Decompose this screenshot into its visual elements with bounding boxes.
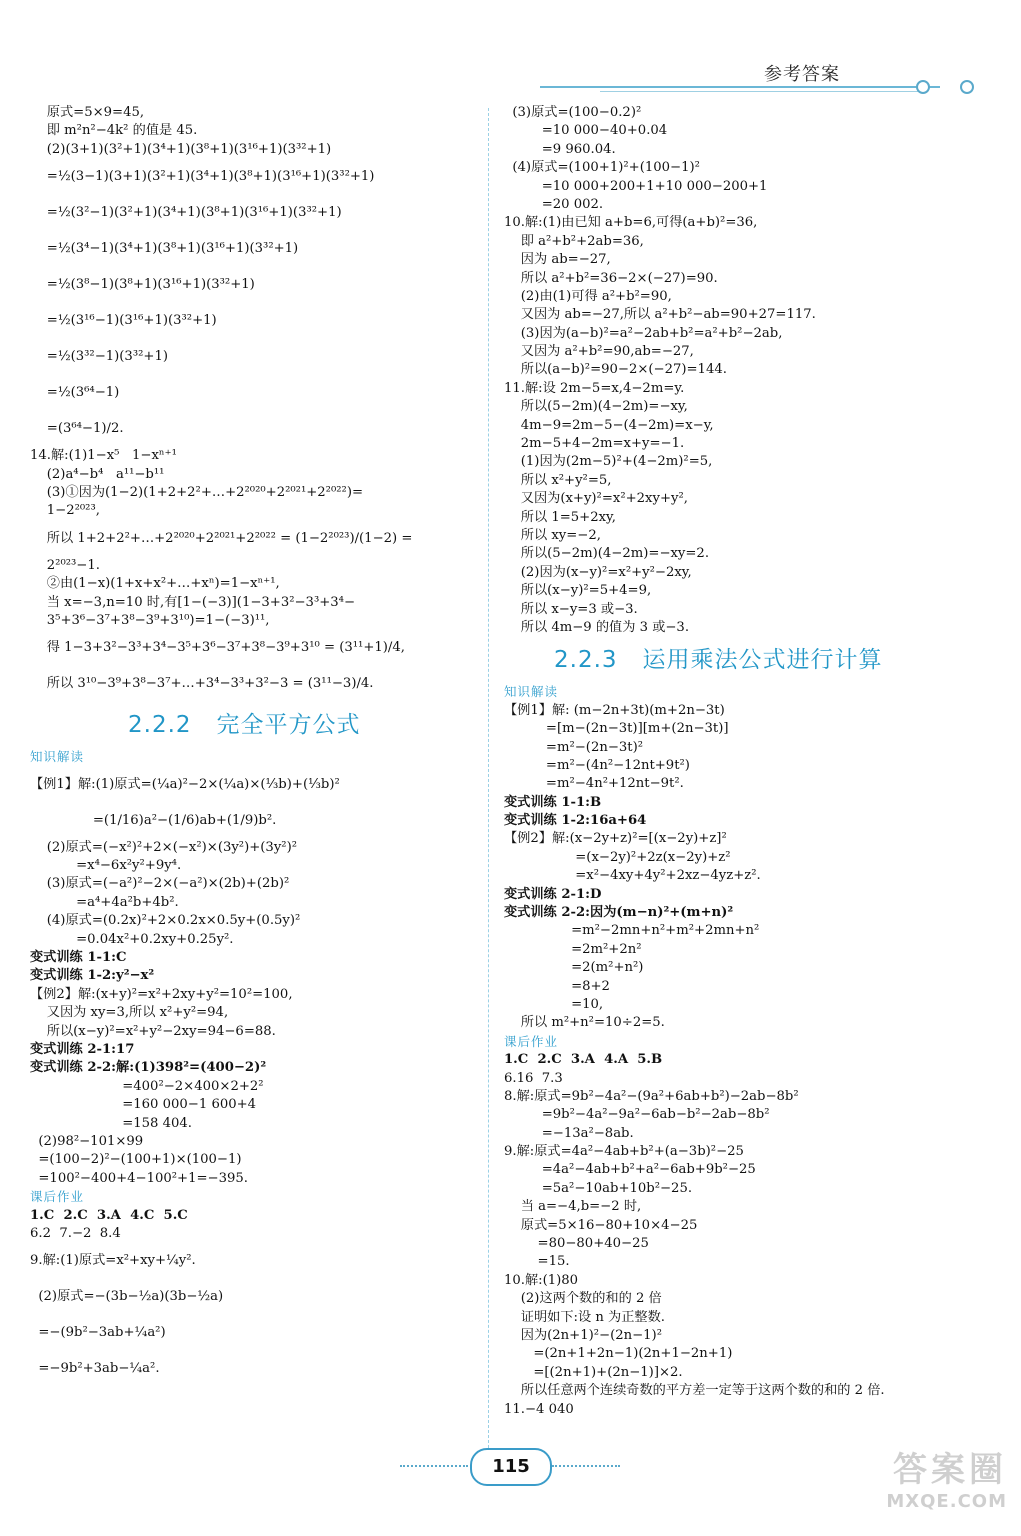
text-line: 2²⁰²³−1.	[30, 557, 100, 573]
text-line: (2)98²−101×99	[30, 1133, 144, 1149]
text-line: =15.	[504, 1254, 570, 1270]
text-line: 因为(2n+1)²−(2n−1)²	[504, 1328, 662, 1343]
text-line: 又因为 xy=3,所以 x²+y²=94,	[30, 1005, 229, 1021]
section-tag: 课后作业	[504, 1033, 559, 1049]
text-line: (3)原式=(100−0.2)²	[504, 105, 642, 120]
page-header	[540, 52, 980, 102]
text-line: =10 000−40+0.04	[504, 123, 668, 139]
text-line: 证明如下:设 n 为正整数.	[504, 1309, 665, 1325]
text-line: 所以 x²+y²=5,	[504, 472, 612, 488]
text-line: (4)原式=(0.2x)²+2×0.2x×0.5y+(0.5y)²	[30, 913, 301, 929]
text-line: =−9b²+3ab−¼a².	[30, 1361, 160, 1377]
text-line: =(100−2)²−(100+1)×(100−1)	[30, 1152, 242, 1168]
text-line: =−(9b²−3ab+¼a²)	[30, 1325, 166, 1341]
text-line: 变式训练 2-2:解:(1)398²=(400−2)²	[30, 1060, 267, 1076]
page-footer	[400, 1448, 620, 1484]
text-line: =½(3¹⁶−1)(3¹⁶+1)(3³²+1)	[30, 313, 217, 329]
text-line: =100²−400+4−100²+1=−395.	[30, 1170, 248, 1186]
text-line: 原式=5×16−80+10×4−25	[504, 1217, 698, 1233]
text-line: 4m−9=2m−5−(4−2m)=x−y,	[504, 417, 714, 433]
text-line: 变式训练 2-1:D	[504, 886, 602, 902]
text-line: 变式训练 1-2:16a+64	[504, 813, 647, 829]
text-line: 6.16 7.3	[504, 1070, 563, 1086]
text-line: 变式训练 1-1:B	[504, 794, 602, 810]
text-line: =½(3⁸−1)(3⁸+1)(3¹⁶+1)(3³²+1)	[30, 277, 255, 293]
text-line: 11.解:设 2m−5=x,4−2m=y.	[504, 380, 685, 396]
text-line: 所以(a−b)²=90−2×(−27)=144.	[504, 362, 727, 378]
text-line: (3)原式=(−a²)²−2×(−a²)×(2b)+(2b)²	[30, 876, 290, 892]
section-tag: 知识解读	[30, 749, 85, 765]
text-line: (1)因为(2m−5)²+(4−2m)²=5,	[504, 454, 713, 470]
text-line: 8.解:原式=9b²−4a²−(9a²+6ab+b²)−2ab−8b²	[504, 1088, 799, 1104]
text-line: 所以 a²+b²=36−2×(−27)=90.	[504, 270, 718, 286]
text-line: =0.04x²+0.2xy+0.25y².	[30, 931, 234, 947]
text-line: =9 960.04.	[504, 141, 616, 157]
text-line: =(1/16)a²−(1/6)ab+(1/9)b².	[30, 812, 277, 828]
text-line: =m²−(2n−3t)²	[504, 739, 644, 755]
text-line: 得 1−3+3²−3³+3⁴−3⁵+3⁶−3⁷+3⁸−3⁹+3¹⁰ = (3¹¹+1)/4,	[30, 640, 405, 656]
text-line: 所以(5−2m)(4−2m)=−xy=2.	[504, 546, 710, 562]
text-line: 1.C 2.C 3.A 4.A 5.B	[504, 1052, 663, 1068]
text-line: 10.解:(1)80	[504, 1272, 579, 1288]
text-line: 2m−5+4−2m=x+y=−1.	[504, 436, 685, 452]
text-line: (2)a⁴−b⁴ a¹¹−b¹¹	[30, 466, 165, 482]
text-line: =2(m²+n²)	[504, 960, 644, 976]
text-line: 所以(5−2m)(4−2m)=−xy,	[504, 399, 688, 415]
watermark-logo	[837, 1442, 1007, 1516]
footer-dots-left	[400, 1465, 468, 1467]
watermark-top: 答案圈	[893, 1450, 1007, 1490]
text-line: =[m−(2n−3t)][m+(2n−3t)]	[504, 721, 729, 737]
text-line: (2)因为(x−y)²=x²+y²−2xy,	[504, 564, 692, 580]
text-line: 14.解:(1)1−x⁵ 1−xⁿ⁺¹	[30, 448, 177, 464]
section-tag: 知识解读	[504, 684, 559, 700]
text-line: =5a²−10ab+10b²−25.	[504, 1180, 693, 1196]
footer-dots-right	[552, 1465, 620, 1467]
text-line: (2)这两个数的和的 2 倍	[504, 1291, 662, 1307]
text-line: 10.解:(1)由已知 a+b=6,可得(a+b)²=36,	[504, 215, 758, 231]
text-line: =20 002.	[504, 196, 604, 212]
text-line: =(x−2y)²+2z(x−2y)+z²	[504, 849, 731, 865]
text-line: 当 x=−3,n=10 时,有[1−(−3)](1−3+3²−3³+3⁴−	[30, 594, 356, 610]
text-line: =[(2n+1)+(2n−1)]×2.	[504, 1364, 683, 1380]
header-circle-icon	[916, 80, 930, 94]
text-line: (3)①因为(1−2)(1+2+2²+…+2²⁰²⁰+2²⁰²¹+2²⁰²²)=	[30, 484, 364, 500]
text-line: =m²−(4n²−12nt+9t²)	[504, 757, 690, 773]
left-column	[30, 104, 480, 1387]
text-line: 变式训练 2-1:17	[30, 1041, 135, 1057]
text-line: =400²−2×400×2+2²	[30, 1078, 264, 1094]
text-line: =10,	[504, 996, 604, 1012]
text-line: 又因为 ab=−27,所以 a²+b²−ab=90+27=117.	[504, 307, 816, 323]
text-line: 所以 m²+n²=10÷2=5.	[504, 1015, 665, 1031]
text-line: 当 a=−4,b=−2 时,	[504, 1199, 642, 1215]
text-line: 所以 1+2+2²+…+2²⁰²⁰+2²⁰²¹+2²⁰²² = (1−2²⁰²³)/(1−2) =	[30, 530, 413, 546]
text-line: 又因为(x+y)²=x²+2xy+y²,	[504, 491, 688, 507]
text-line: 又因为 a²+b²=90,ab=−27,	[504, 344, 694, 360]
text-line: =a⁴+4a²b+4b².	[30, 894, 179, 910]
right-column	[504, 104, 974, 1419]
text-line: 【例1】解: (m−2n+3t)(m+2n−3t)	[504, 702, 725, 718]
text-line: 所以(x−y)²=x²+y²−2xy=94−6=88.	[30, 1023, 276, 1039]
text-line: 9.解:(1)原式=x²+xy+¼y².	[30, 1253, 196, 1269]
text-line: =−13a²−8ab.	[504, 1125, 634, 1141]
text-line: =m²−4n²+12nt−9t².	[504, 776, 684, 792]
text-line: =8+2	[504, 978, 610, 994]
text-line: =160 000−1 600+4	[30, 1097, 257, 1113]
text-line: =10 000+200+1+10 000−200+1	[504, 178, 768, 194]
watermark-bottom: MXQE.COM	[886, 1491, 1007, 1512]
text-line: 【例2】解:(x−2y+z)²=[(x−2y)+z]²	[504, 831, 727, 847]
text-line: 即 m²n²−4k² 的值是 45.	[30, 123, 198, 139]
text-line: =x²−4xy+4y²+2xz−4yz+z².	[504, 868, 761, 884]
section-tag: 课后作业	[30, 1189, 85, 1205]
text-line: 即 a²+b²+2ab=36,	[504, 233, 644, 249]
text-line: =½(3⁴−1)(3⁴+1)(3⁸+1)(3¹⁶+1)(3³²+1)	[30, 241, 299, 257]
text-line: =9b²−4a²−9a²−6ab−b²−2ab−8b²	[504, 1107, 770, 1123]
text-line: (3)因为(a−b)²=a²−2ab+b²=a²+b²−2ab,	[504, 325, 783, 341]
text-line: 原式=5×9=45,	[30, 105, 145, 120]
text-line: (2)原式=−(3b−½a)(3b−½a)	[30, 1289, 224, 1305]
text-line: =(3⁶⁴−1)/2.	[30, 421, 124, 437]
text-line: =½(3⁶⁴−1)	[30, 385, 120, 401]
text-line: 所以 3¹⁰−3⁹+3⁸−3⁷+…+3⁴−3³+3²−3 = (3¹¹−3)/4.	[30, 676, 374, 692]
text-line: 11.−4 040	[504, 1401, 574, 1417]
text-line: (4)原式=(100+1)²+(100−1)²	[504, 160, 700, 176]
text-line: ②由(1−x)(1+x+x²+…+xⁿ)=1−xⁿ⁺¹,	[30, 576, 280, 592]
text-line: 所以任意两个连续奇数的平方差一定等于这两个数的和的 2 倍.	[504, 1383, 885, 1399]
text-line: =½(3−1)(3+1)(3²+1)(3⁴+1)(3⁸+1)(3¹⁶+1)(3³²+1)	[30, 169, 375, 185]
text-line: =x⁴−6x²y²+9y⁴.	[30, 858, 182, 874]
text-line: =(2n+1+2n−1)(2n+1−2n+1)	[504, 1346, 733, 1362]
section-title: 2.2.2 完全平方公式	[128, 712, 361, 739]
text-line: 因为 ab=−27,	[504, 252, 611, 268]
header-rule-thin	[600, 91, 920, 92]
text-line: =½(3³²−1)(3³²+1)	[30, 349, 168, 365]
column-divider	[488, 108, 489, 1448]
text-line: =158 404.	[30, 1115, 192, 1131]
text-line: 3⁵+3⁶−3⁷+3⁸−3⁹+3¹⁰)=1−(−3)¹¹,	[30, 612, 270, 628]
text-line: (2)(3+1)(3²+1)(3⁴+1)(3⁸+1)(3¹⁶+1)(3³²+1)	[30, 141, 332, 157]
section-title: 2.2.3 运用乘法公式进行计算	[554, 647, 883, 674]
text-line: =80−80+40−25	[504, 1236, 649, 1252]
text-line: 【例2】解:(x+y)²=x²+2xy+y²=10²=100,	[30, 986, 293, 1002]
text-line: 变式训练 1-2:y²−x²	[30, 968, 155, 984]
text-line: 所以 xy=−2,	[504, 527, 601, 543]
text-line: (2)由(1)可得 a²+b²=90,	[504, 288, 672, 304]
text-line: 1.C 2.C 3.A 4.C 5.C	[30, 1207, 188, 1223]
page-number: 115	[470, 1448, 552, 1486]
text-line: 所以 x−y=3 或−3.	[504, 601, 638, 617]
text-line: 变式训练 2-2:因为(m−n)²+(m+n)²	[504, 905, 734, 921]
text-line: 6.2 7.−2 8.4	[30, 1225, 121, 1241]
text-line: 【例1】解:(1)原式=(¼a)²−2×(¼a)×(⅓b)+(⅓b)²	[30, 776, 340, 792]
text-line: 9.解:原式=4a²−4ab+b²+(a−3b)²−25	[504, 1144, 744, 1160]
header-circle-icon	[960, 80, 974, 94]
text-line: =4a²−4ab+b²+a²−6ab+9b²−25	[504, 1162, 756, 1178]
text-line: 所以(x−y)²=5+4=9,	[504, 583, 652, 599]
text-line: 变式训练 1-1:C	[30, 950, 127, 966]
text-line: 所以 1=5+2xy,	[504, 509, 616, 525]
text-line: 所以 4m−9 的值为 3 或−3.	[504, 619, 690, 635]
header-rule	[540, 86, 940, 88]
text-line: =m²−2mn+n²+m²+2mn+n²	[504, 923, 760, 939]
text-line: =2m²+2n²	[504, 941, 642, 957]
header-title: 参考答案	[764, 64, 840, 85]
text-line: 1−2²⁰²³,	[30, 503, 100, 519]
text-line: =½(3²−1)(3²+1)(3⁴+1)(3⁸+1)(3¹⁶+1)(3³²+1)	[30, 205, 342, 221]
text-line: (2)原式=(−x²)²+2×(−x²)×(3y²)+(3y²)²	[30, 839, 297, 855]
